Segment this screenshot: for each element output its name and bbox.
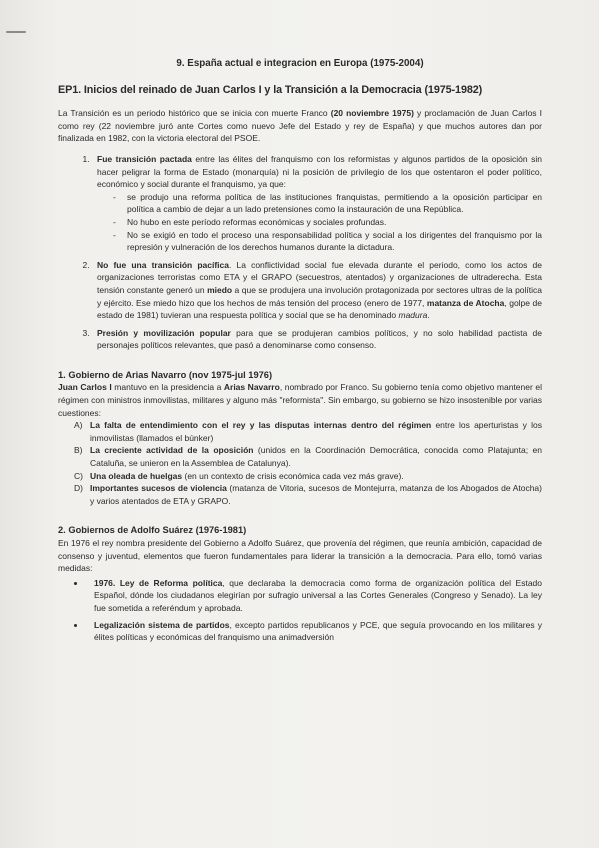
point-1: 1. Fue transición pactada entre las élites del franquismo con los reformistas y algunos partidos de la oposición sin hacer peligrar la forma de Estado (monarquía) ni la posición de privilegio de los que ostentaron el poder político, económico y social durante el franquismo, ya que: - se produjo una reforma política de las instituciones franquistas, permitiendo a la oposición participar en política a cambio de dejar a un lado pretensiones como la instauración de una República. - No hubo en este período reformas económicas y sociales profundas. - No se exigió en todo el proceso una responsabilidad política y social a los dirigentes del franquismo por la represión y vulneración de los derechos humanos durante la dictadura.	[92, 153, 542, 254]
bullet-item: • Legalización sistema de partidos, excepto partidos republicanos y PCE, que seguía provocando en los militares y élites políticas y económicas del franquismo una animadversión	[86, 619, 542, 644]
ep-title: EP1. Inicios del reinado de Juan Carlos I y la Transición a la Democracia (1975-1982)	[58, 83, 483, 96]
section-adolfo-suarez	[58, 524, 542, 643]
section-1-paragraph: Juan Carlos I mantuvo en la presidencia a Arias Navarro, nombrado por Franco. Su gobierno tenía como objetivo mantener el régimen con ministros inmovilistas, militares y alguno más "reformista". Sin embargo, su gobierno se hizo insostenible por varias cuestiones:	[58, 382, 542, 418]
bullet-item: • 1976. Ley de Reforma política, que declaraba la democracia como forma de organización política del Estado Español, dónde los ciudadanos elegirían por sufragio universal a las Cortes Generales (Congreso y Senado). La ley fue sometida a referéndum y aprobada.	[86, 577, 542, 615]
intro-paragraph: La Transición es un periodo histórico que se inicia con muerte Franco (20 noviembre 1975) y proclamación de Juan Carlos I como rey (22 noviembre juró ante Cortes como nuevo Jefe del Estado y rey de España) y que muchos autores dan por finalizada en 1982, con la victoria electoral del PSOE.	[58, 108, 542, 144]
point-2: 2. No fue una transición pacífica. La conflictividad social fue elevada durante el periodo, como los actos de organizaciones terroristas como ETA y el GRAPO (secuestros, atentados) y organizaciones de ultraderecha. Esta tensión constante generó un miedo a que se produjera una involución protagonizada por sectores ultras de la política y ejército. Ese miedo hizo que los hechos de más tensión del proceso (enero de 1977, matanza de Atocha, golpe de estado de 1981) tuvieran una respuesta política y social que se ha denominado madura.	[92, 259, 542, 322]
sub-item: - se produjo una reforma política de las instituciones franquistas, permitiendo a la oposición participar en política a cambio de dejar a un lado pretensiones como la instauración de una República.	[111, 191, 542, 216]
section-2-heading: 2. Gobiernos de Adolfo Suárez (1976-1981)	[58, 525, 247, 536]
pen-mark	[6, 31, 26, 33]
sub-item: - No se exigió en todo el proceso una responsabilidad política y social a los dirigentes del franquismo por la represión y vulneración de los derechos humanos durante la dictadura.	[111, 229, 542, 254]
section-2-paragraph: En 1976 el rey nombra presidente del Gobierno a Adolfo Suárez, que provenía del régimen, que reunía ambición, capacidad de consenso y juventud, elementos que fueron fundamentales para liderar la transición a la democracia. Para ello, tomó varias medidas:	[58, 538, 542, 574]
points-list	[58, 153, 542, 352]
alpha-item: D) Importantes sucesos de violencia (matanza de Vitoria, sucesos de Montejurra, matanza de los Abogados de Atocha) y varios atentados de ETA y GRAPO.	[74, 483, 542, 506]
alpha-item: A) La falta de entendimiento con el rey y las disputas internas dentro del régimen entre los aperturistas y los inmovilistas (llamados el búnker)	[74, 420, 542, 443]
point-3: 3. Presión y movilización popular para que se produjeran cambios políticos, y no solo habilidad pactista de personajes políticos relevantes, que pasó a denominarse como consenso.	[92, 327, 542, 352]
section-2-bullets	[58, 577, 542, 644]
sub-item: - No hubo en este período reformas económicas y sociales profundas.	[111, 216, 542, 229]
alpha-item: C) Una oleada de huelgas (en un contexto de crisis económica cada vez más grave).	[74, 470, 404, 481]
section-1-list	[58, 419, 542, 507]
alpha-item: B) La creciente actividad de la oposición (unidos en la Coordinación Democrática, conocida como Platajunta; en Cataluña, se unieron en la Assemblea de Catalunya).	[74, 445, 542, 469]
document-content	[58, 58, 542, 648]
section-1-heading: 1. Gobierno de Arias Navarro (nov 1975-jul 1976)	[58, 369, 273, 380]
chapter-title: 9. España actual e integracion en Europa (1975-2004)	[176, 58, 424, 69]
point-1-sublist	[97, 191, 542, 254]
section-arias-navarro	[58, 369, 542, 508]
